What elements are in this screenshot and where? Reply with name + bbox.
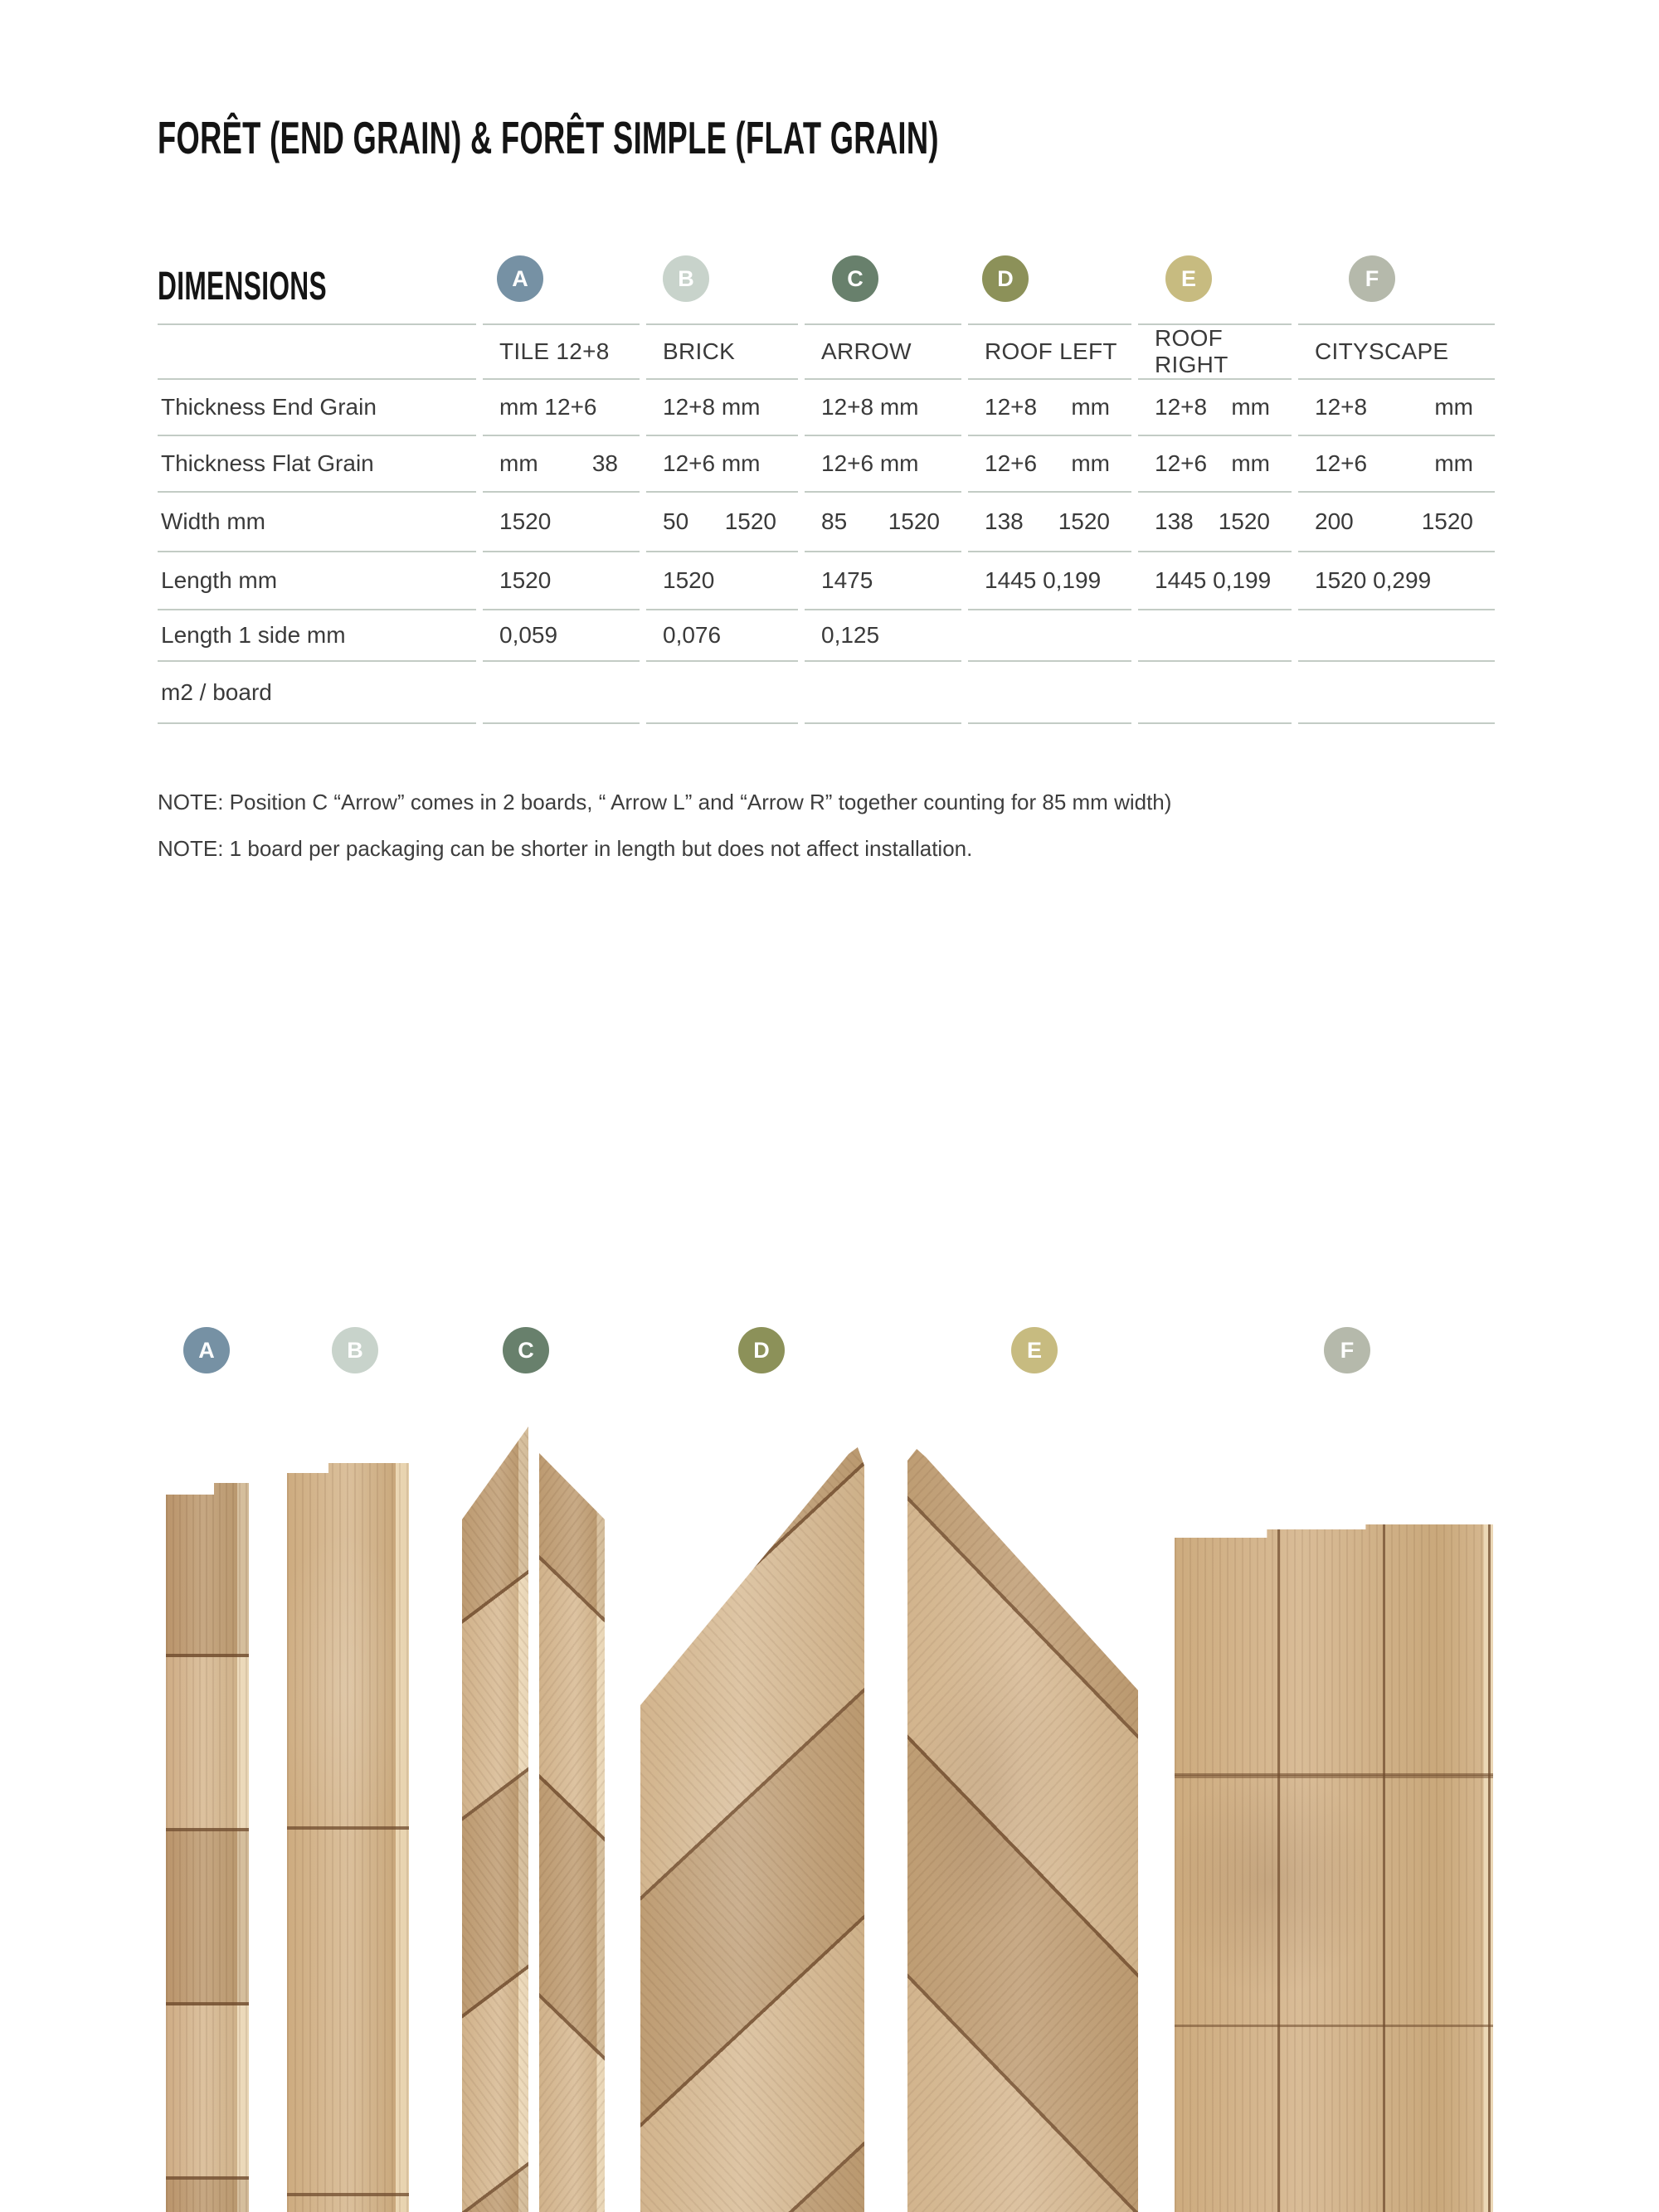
- column-header-arrow: ARROW: [805, 323, 961, 380]
- table-cell: 1475: [805, 552, 961, 610]
- table-cell: 50 1520: [646, 493, 798, 552]
- table-cell: 12+6 mm: [968, 436, 1131, 493]
- note-packaging: NOTE: 1 board per packaging can be shorter in length but does not affect installation.: [158, 836, 973, 861]
- dimensions-heading: DIMENSIONS: [158, 265, 327, 309]
- column-header-roof-left: ROOF LEFT: [968, 323, 1131, 380]
- row-label: m2 / board: [158, 662, 476, 724]
- table-cell: 12+6 mm: [646, 436, 798, 493]
- table-cell: [1298, 662, 1495, 724]
- table-cell: 12+8 mm: [646, 380, 798, 436]
- dimension-circle-b: B: [663, 255, 709, 302]
- table-cell: [1138, 662, 1292, 724]
- board-c-arrow-left: [462, 1427, 528, 2212]
- pattern-circle-b: B: [332, 1327, 378, 1373]
- pattern-circle-e: E: [1011, 1327, 1058, 1373]
- column-header-cityscape: CITYSCAPE: [1298, 323, 1495, 380]
- table-cell: 1520: [483, 552, 640, 610]
- column-header-brick: BRICK: [646, 323, 798, 380]
- table-cell: 0,076: [646, 610, 798, 662]
- table-corner-cell: [158, 323, 476, 380]
- table-cell: mm 38: [483, 436, 640, 493]
- row-label: Length mm: [158, 552, 476, 610]
- table-cell: 12+8 mm: [968, 380, 1131, 436]
- table-cell: [1138, 610, 1292, 662]
- column-header-tile: TILE 12+8: [483, 323, 640, 380]
- table-cell: 12+8 mm: [1298, 380, 1495, 436]
- table-cell: 0,125: [805, 610, 961, 662]
- dimension-circle-e: E: [1165, 255, 1212, 302]
- board-a-tile: [166, 1483, 249, 2212]
- table-cell: [646, 662, 798, 724]
- dimension-circle-a: A: [497, 255, 543, 302]
- table-cell: 85 1520: [805, 493, 961, 552]
- table-cell: [1298, 610, 1495, 662]
- row-label: Thickness End Grain: [158, 380, 476, 436]
- table-cell: [968, 662, 1131, 724]
- table-cell: mm 12+6: [483, 380, 640, 436]
- note-arrow-boards: NOTE: Position C “Arrow” comes in 2 boards, “ Arrow L” and “Arrow R” together counting for 85 mm width): [158, 790, 1172, 814]
- table-cell: 138 1520: [1138, 493, 1292, 552]
- dimension-circle-d: D: [982, 255, 1029, 302]
- table-cell: 1520: [483, 493, 640, 552]
- table-cell: 200 1520: [1298, 493, 1495, 552]
- column-header-roof-right: ROOF RIGHT: [1138, 323, 1292, 380]
- table-cell: 0,059: [483, 610, 640, 662]
- pattern-circle-d: D: [738, 1327, 785, 1373]
- table-cell: [805, 662, 961, 724]
- table-cell: 1445 0,199: [968, 552, 1131, 610]
- table-cell: [968, 610, 1131, 662]
- pattern-circle-c: C: [503, 1327, 549, 1373]
- dimensions-table: [158, 323, 1495, 724]
- board-b-brick: [287, 1463, 409, 2212]
- table-cell: 12+8 mm: [1138, 380, 1292, 436]
- row-label: Width mm: [158, 493, 476, 552]
- table-cell: 138 1520: [968, 493, 1131, 552]
- page-title: FORÊT (END GRAIN) & FORÊT SIMPLE (FLAT GRAIN): [158, 112, 939, 163]
- table-cell: 12+6 mm: [1138, 436, 1292, 493]
- table-cell: 12+6 mm: [805, 436, 961, 493]
- dimension-circle-f: F: [1349, 255, 1395, 302]
- board-e-roof-right: [907, 1447, 1138, 2212]
- table-cell: 1520: [646, 552, 798, 610]
- row-label: Length 1 side mm: [158, 610, 476, 662]
- row-label: Thickness Flat Grain: [158, 436, 476, 493]
- dimension-circle-c: C: [832, 255, 878, 302]
- table-cell: 12+6 mm: [1298, 436, 1495, 493]
- table-cell: 1445 0,199: [1138, 552, 1292, 610]
- board-d-roof-left: [640, 1447, 864, 2212]
- pattern-circle-f: F: [1324, 1327, 1370, 1373]
- board-c-arrow-right: [539, 1445, 605, 2212]
- board-f-cityscape: [1175, 1524, 1493, 2212]
- table-cell: 1520 0,299: [1298, 552, 1495, 610]
- pattern-circle-a: A: [183, 1327, 230, 1373]
- table-cell: [483, 662, 640, 724]
- table-cell: 12+8 mm: [805, 380, 961, 436]
